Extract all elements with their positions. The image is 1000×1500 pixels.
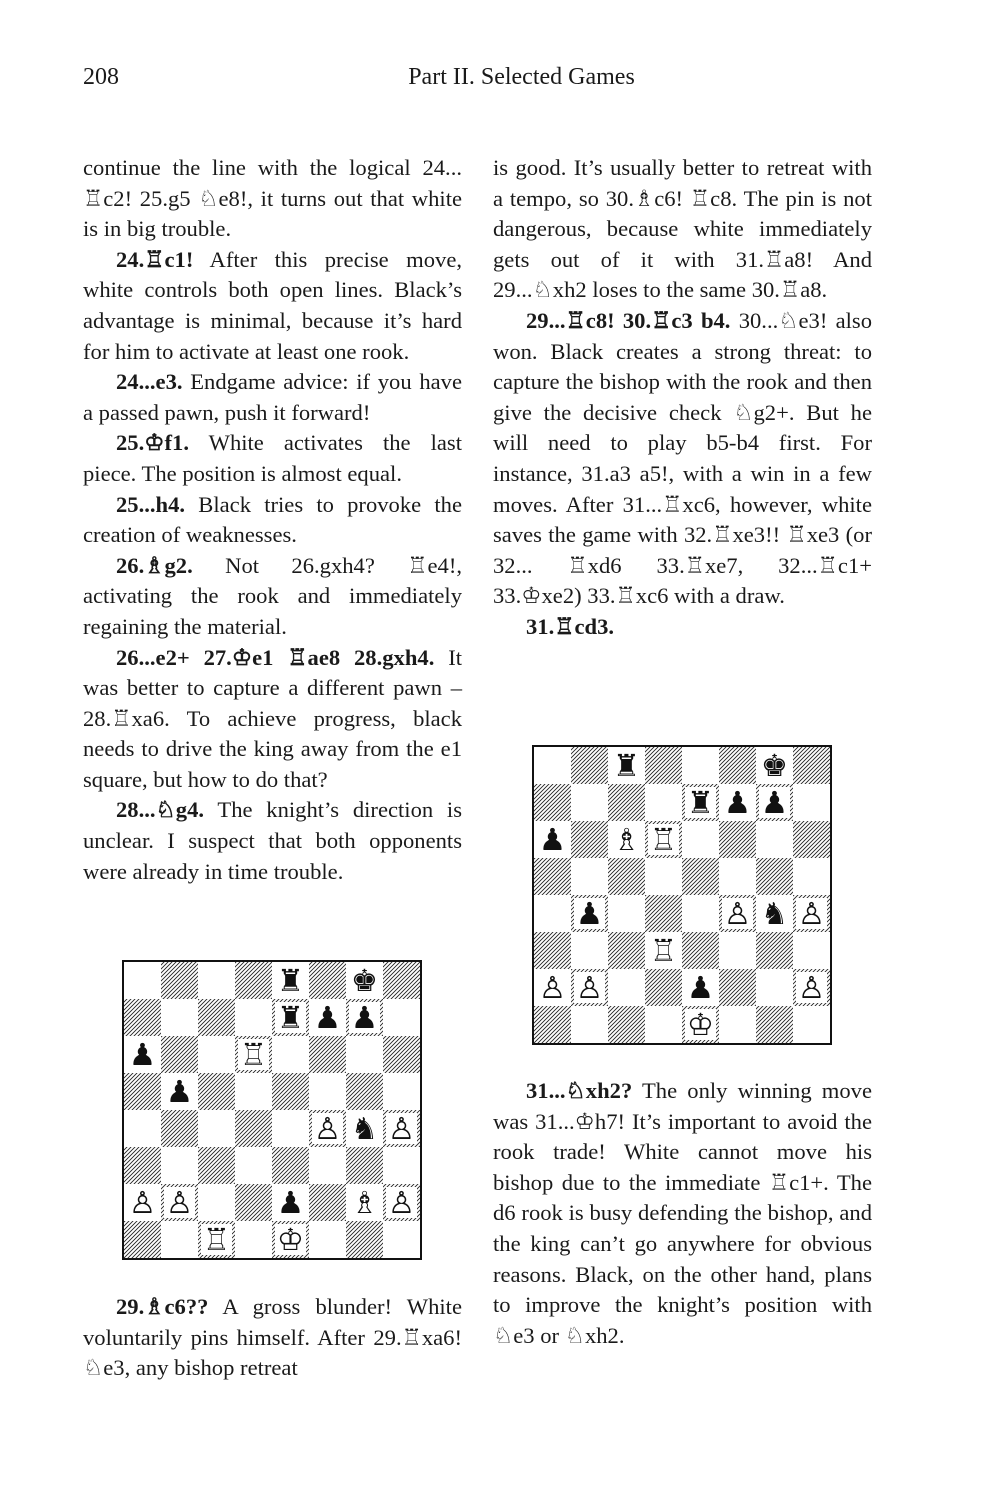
paragraph-text: Endgame advice: if you have a passed pawn, push it forward! — [83, 369, 462, 425]
chess-piece-d6: ♖ — [649, 822, 678, 858]
chess-piece-e8: ♜ — [276, 963, 305, 999]
board-square — [756, 932, 793, 969]
chess-piece-e7: ♜ — [276, 1000, 305, 1036]
paragraph — [83, 490, 462, 551]
board-square — [682, 932, 719, 969]
move-notation: 28...♘g4. — [116, 797, 205, 823]
board-square — [272, 1036, 309, 1073]
board-square — [719, 821, 756, 858]
paragraph — [493, 1076, 872, 1351]
chess-piece-e1: ♔ — [276, 1222, 305, 1258]
board-square — [608, 895, 645, 932]
chessboard-svg — [124, 962, 420, 1258]
board-square — [645, 858, 682, 895]
paragraph — [493, 306, 872, 612]
board-square — [645, 784, 682, 821]
board-square — [719, 858, 756, 895]
board-square — [608, 784, 645, 821]
board-square — [534, 747, 571, 784]
paragraph-text: The only winning move was 31...♔h7! It’s important to avoid the rook trade! White cannot move his bishop due to the immediate ♖c1+. The d6 rook is busy defending the bishop, and the king can’t go anywhere for obvious reasons. Black, on the other hand, plans to improve the knight’s position with ♘e3 or ♘xh2. — [493, 1078, 872, 1348]
right-bottom-text — [493, 1076, 872, 1351]
board-square — [608, 858, 645, 895]
board-square — [161, 1147, 198, 1184]
chess-piece-a2: ♙ — [128, 1185, 157, 1221]
board-square — [682, 747, 719, 784]
board-square — [571, 858, 608, 895]
move-notation: 29...♖c8! 30.♖c3 b4. — [526, 307, 731, 333]
board-square — [198, 1147, 235, 1184]
board-square — [383, 1073, 420, 1110]
board-square — [161, 1221, 198, 1258]
chess-piece-g8: ♚ — [760, 748, 789, 784]
chess-piece-e7: ♜ — [686, 785, 715, 821]
chess-piece-e1: ♔ — [686, 1007, 715, 1043]
board-square — [383, 1036, 420, 1073]
board-square — [235, 1184, 272, 1221]
chess-piece-f7: ♟ — [723, 785, 752, 821]
chess-piece-b2: ♙ — [165, 1185, 194, 1221]
board-square — [346, 1221, 383, 1258]
board-square — [719, 969, 756, 1006]
board-square — [124, 1073, 161, 1110]
paragraph-text: is good. It’s usually better to retreat with a tempo, so 30.♗c6! ♖c8. The pin is not dangerous, because white immediately gets out of it with 31.♖a8! And 29...♘xh2 loses to the same 30.♖a8. — [493, 155, 872, 303]
board-square — [793, 784, 830, 821]
board-square — [682, 858, 719, 895]
paragraph — [83, 643, 462, 796]
board-square — [272, 1110, 309, 1147]
board-square — [309, 1073, 346, 1110]
paragraph — [83, 367, 462, 428]
paragraph — [83, 795, 462, 887]
board-square — [534, 1006, 571, 1043]
chess-piece-a2: ♙ — [538, 970, 567, 1006]
board-square — [235, 1110, 272, 1147]
chess-piece-c8: ♜ — [612, 748, 641, 784]
board-square — [645, 895, 682, 932]
board-square — [124, 962, 161, 999]
move-notation: 31.♖cd3. — [526, 613, 615, 639]
chess-piece-f4: ♙ — [313, 1111, 342, 1147]
board-square — [346, 1036, 383, 1073]
board-square — [235, 1147, 272, 1184]
board-square — [124, 1110, 161, 1147]
chess-piece-e2: ♟ — [276, 1185, 305, 1221]
board-square — [161, 999, 198, 1036]
board-square — [534, 858, 571, 895]
paragraph — [493, 153, 872, 306]
board-square — [534, 895, 571, 932]
chess-piece-h2: ♙ — [797, 970, 826, 1006]
left-text-column — [83, 153, 462, 887]
chess-piece-h2: ♙ — [387, 1185, 416, 1221]
paragraph-text: White activates the last piece. The position is almost equal. — [83, 430, 462, 486]
chess-piece-d3: ♖ — [649, 933, 678, 969]
paragraph-text: 30...♘e3! also won. Black creates a strong threat: to capture the bishop with the rook and then give the decisive check ♘g2+. But he will need to play b5-b4 first. For instance, 31.a3 a5!, with a win in a few moves. After 31...♖xc6, however, white saves the game with 32.♖xe3!! ♖xe3 (or 32... ♖xd6 33.♖xe7, 32...♖c1+ 33.♔xe2) 33.♖xc6 with a draw. — [493, 307, 872, 609]
chess-piece-h4: ♙ — [797, 896, 826, 932]
move-notation: 29.♗c6?? — [116, 1294, 209, 1319]
chess-piece-f7: ♟ — [313, 1000, 342, 1036]
board-square — [793, 747, 830, 784]
board-square — [346, 1147, 383, 1184]
left-bottom-text — [83, 1292, 462, 1384]
move-notation: 26...e2+ 27.♔e1 ♖ae8 28.gxh4. — [116, 644, 435, 670]
paragraph-text: continue the line with the logical 24... ♖c2! 25.g5 ♘e8!, it turns out that white is in big trouble. — [83, 155, 462, 242]
board-square — [793, 932, 830, 969]
chess-piece-d6: ♖ — [239, 1037, 268, 1073]
board-square — [124, 1221, 161, 1258]
board-square — [682, 821, 719, 858]
board-square — [571, 1006, 608, 1043]
board-square — [198, 999, 235, 1036]
chess-piece-a6: ♟ — [128, 1037, 157, 1073]
board-square — [235, 1073, 272, 1110]
chess-piece-g7: ♟ — [350, 1000, 379, 1036]
running-title: Part II. Selected Games — [408, 64, 635, 90]
move-notation: 25...h4. — [116, 491, 186, 517]
page-number: 208 — [83, 64, 119, 90]
board-square — [608, 932, 645, 969]
board-square — [161, 1036, 198, 1073]
board-square — [383, 999, 420, 1036]
paragraph-text: Black tries to provoke the creation of weaknesses. — [83, 491, 462, 548]
paragraph — [83, 1292, 462, 1384]
board-square — [346, 1073, 383, 1110]
board-square — [793, 858, 830, 895]
board-square — [383, 1147, 420, 1184]
board-square — [309, 1147, 346, 1184]
board-square — [198, 1036, 235, 1073]
board-square — [608, 1006, 645, 1043]
board-square — [198, 1073, 235, 1110]
board-square — [571, 821, 608, 858]
chess-piece-h4: ♙ — [387, 1111, 416, 1147]
board-square — [383, 962, 420, 999]
board-square — [272, 1073, 309, 1110]
chess-piece-f4: ♙ — [723, 896, 752, 932]
board-square — [534, 932, 571, 969]
move-notation: 31...♘xh2? — [526, 1078, 633, 1103]
board-square — [124, 1147, 161, 1184]
paragraph — [83, 245, 462, 367]
board-square — [756, 858, 793, 895]
paragraph-text: The knight’s direction is unclear. I suspect that both opponents were already in time trouble. — [83, 797, 462, 884]
board-square — [682, 895, 719, 932]
board-square — [198, 1184, 235, 1221]
move-notation: 25.♔f1. — [116, 430, 189, 456]
board-square — [571, 784, 608, 821]
board-square — [309, 1184, 346, 1221]
board-square — [198, 962, 235, 999]
board-square — [571, 932, 608, 969]
board-square — [124, 999, 161, 1036]
chess-piece-b5: ♟ — [165, 1074, 194, 1110]
board-square — [793, 821, 830, 858]
chess-piece-e2: ♟ — [686, 970, 715, 1006]
chess-piece-c1: ♖ — [202, 1222, 231, 1258]
chess-piece-g4: ♞ — [760, 896, 789, 932]
board-square — [383, 1221, 420, 1258]
chess-piece-g7: ♟ — [760, 785, 789, 821]
board-square — [645, 747, 682, 784]
chess-diagram-2 — [532, 745, 832, 1045]
board-square — [608, 969, 645, 1006]
paragraph — [493, 612, 872, 643]
right-text-column — [493, 153, 872, 643]
board-square — [645, 1006, 682, 1043]
board-square — [198, 1110, 235, 1147]
chess-piece-c6: ♗ — [612, 822, 641, 858]
move-notation: 24.♖c1! — [116, 246, 194, 272]
board-square — [309, 1036, 346, 1073]
board-square — [235, 962, 272, 999]
paragraph — [83, 153, 462, 245]
board-square — [309, 962, 346, 999]
chess-piece-g2: ♗ — [350, 1185, 379, 1221]
board-square — [235, 1221, 272, 1258]
board-square — [756, 1006, 793, 1043]
chess-piece-g8: ♚ — [350, 963, 379, 999]
board-square — [235, 999, 272, 1036]
board-square — [161, 1110, 198, 1147]
chess-piece-a6: ♟ — [538, 822, 567, 858]
chess-piece-b2: ♙ — [575, 970, 604, 1006]
board-square — [793, 1006, 830, 1043]
board-square — [534, 784, 571, 821]
board-square — [309, 1221, 346, 1258]
board-square — [719, 932, 756, 969]
paragraph-text: Not 26.gxh4? ♖e4!, activating the rook and immediately regaining the material. — [83, 552, 462, 639]
chessboard-svg — [534, 747, 830, 1043]
page-header — [83, 64, 872, 100]
paragraph-text: A gross blunder! White voluntarily pins himself. After 29.♖xa6! ♘e3, any bishop retreat — [83, 1294, 462, 1381]
chess-piece-g4: ♞ — [350, 1111, 379, 1147]
board-square — [756, 969, 793, 1006]
paragraph-text: It was better to capture a different pawn – 28.♖xa6. To achieve progress, black needs to drive the king away from the e1 square, but how to do that? — [83, 644, 462, 792]
move-notation: 24...e3. — [116, 369, 183, 395]
board-square — [756, 821, 793, 858]
board-square — [272, 1147, 309, 1184]
board-square — [161, 962, 198, 999]
paragraph — [83, 551, 462, 643]
board-square — [719, 747, 756, 784]
board-square — [719, 1006, 756, 1043]
paragraph — [83, 428, 462, 489]
paragraph-text: After this precise move, white controls both open lines. Black’s advantage is minimal, because it’s hard for him to activate at least one rook. — [83, 246, 462, 364]
board-square — [645, 969, 682, 1006]
move-notation: 26.♗g2. — [116, 552, 193, 578]
chess-diagram-1 — [122, 960, 422, 1260]
chess-piece-b4: ♟ — [575, 896, 604, 932]
board-square — [571, 747, 608, 784]
